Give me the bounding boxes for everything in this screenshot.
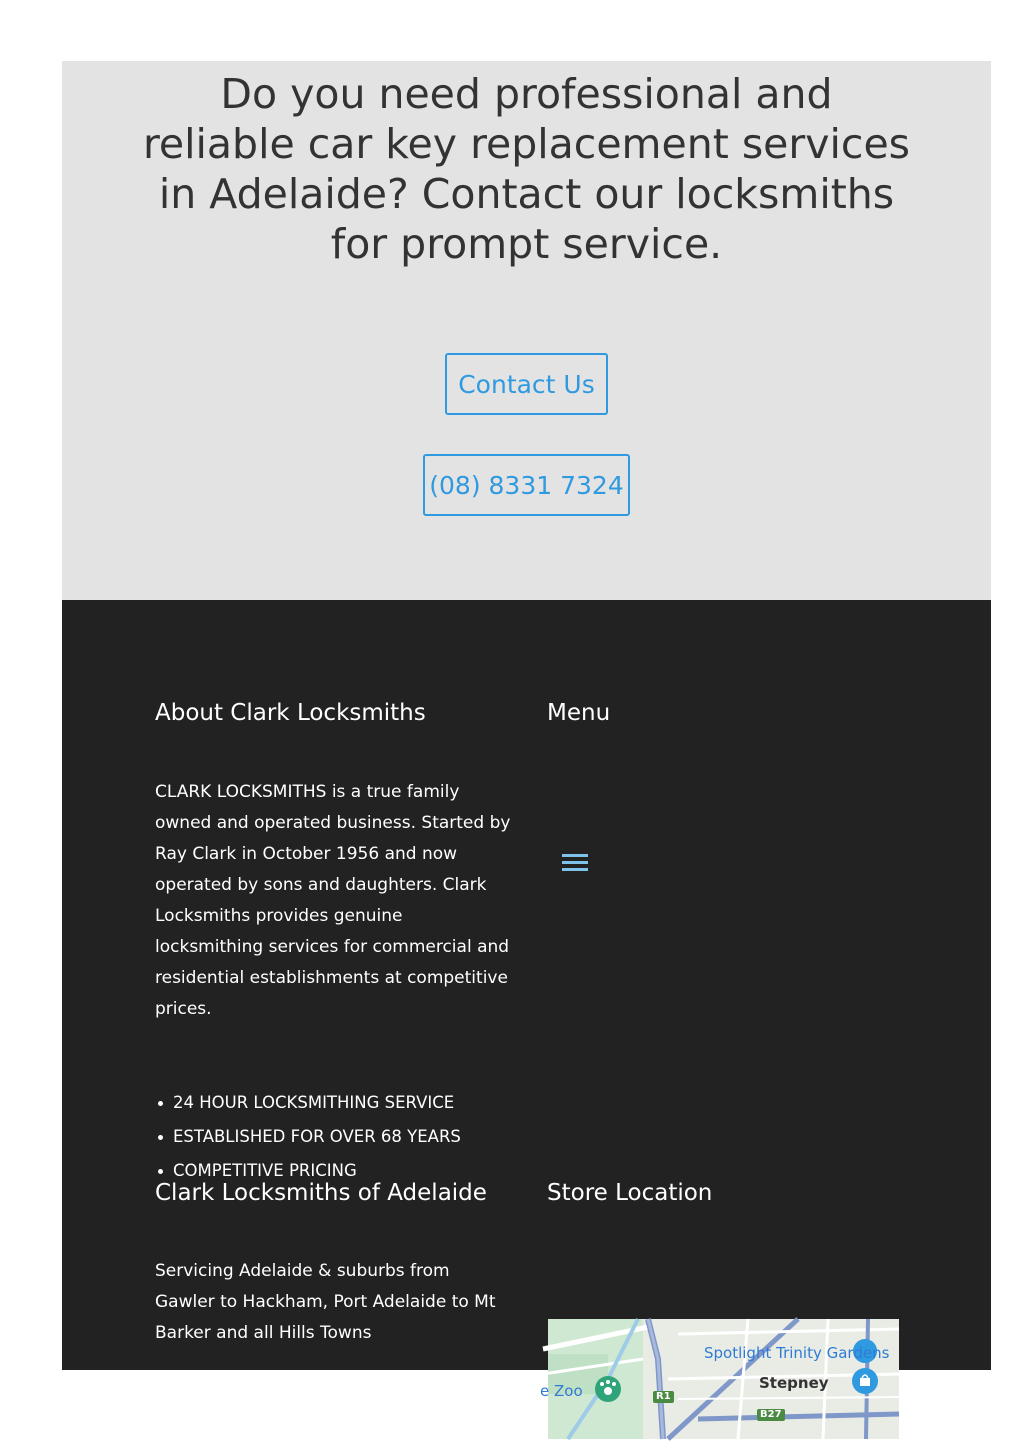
list-item: COMPETITIVE PRICING xyxy=(155,1154,535,1188)
route-badge-r1: R1 xyxy=(653,1391,674,1403)
contact-us-button[interactable]: Contact Us xyxy=(445,353,608,415)
route-badge-b27: B27 xyxy=(757,1409,785,1421)
adelaide-title: Clark Locksmiths of Adelaide xyxy=(155,1180,487,1206)
store-location-map[interactable] xyxy=(540,1319,899,1439)
feature-list xyxy=(155,1086,535,1188)
menu-title: Menu xyxy=(547,700,611,726)
store-location-title: Store Location xyxy=(547,1180,713,1206)
service-area-text: Servicing Adelaide & suburbs from Gawler to Hackham, Port Adelaide to Mt Barker and all Hills Towns xyxy=(155,1261,496,1343)
map-graphic xyxy=(548,1319,899,1439)
list-item: ESTABLISHED FOR OVER 68 YEARS xyxy=(155,1120,535,1154)
page-frame xyxy=(62,61,991,1420)
about-title: About Clark Locksmiths xyxy=(155,700,426,726)
map-label-zoo: e Zoo xyxy=(540,1382,583,1400)
map-label-spotlight: Spotlight Trinity Gardens xyxy=(704,1344,890,1362)
cta-headline: Do you need professional and reliable car key replacement services in Adelaide? Contact our locksmiths for prompt service. xyxy=(142,70,911,268)
hamburger-menu-icon[interactable] xyxy=(562,851,588,872)
list-item: 24 HOUR LOCKSMITHING SERVICE xyxy=(155,1086,535,1120)
footer xyxy=(62,600,991,1420)
about-text: CLARK LOCKSMITHS is a true family owned and operated business. Started by Ray Clark in October 1956 and now operated by sons and daughters. Clark Locksmiths provides genuine locksmithing services for commercial and residential establishments at competitive prices. xyxy=(155,782,511,1019)
phone-number-button[interactable]: (08) 8331 7324 xyxy=(423,454,630,516)
map-label-stepney: Stepney xyxy=(759,1374,829,1392)
cta-section xyxy=(62,61,991,600)
